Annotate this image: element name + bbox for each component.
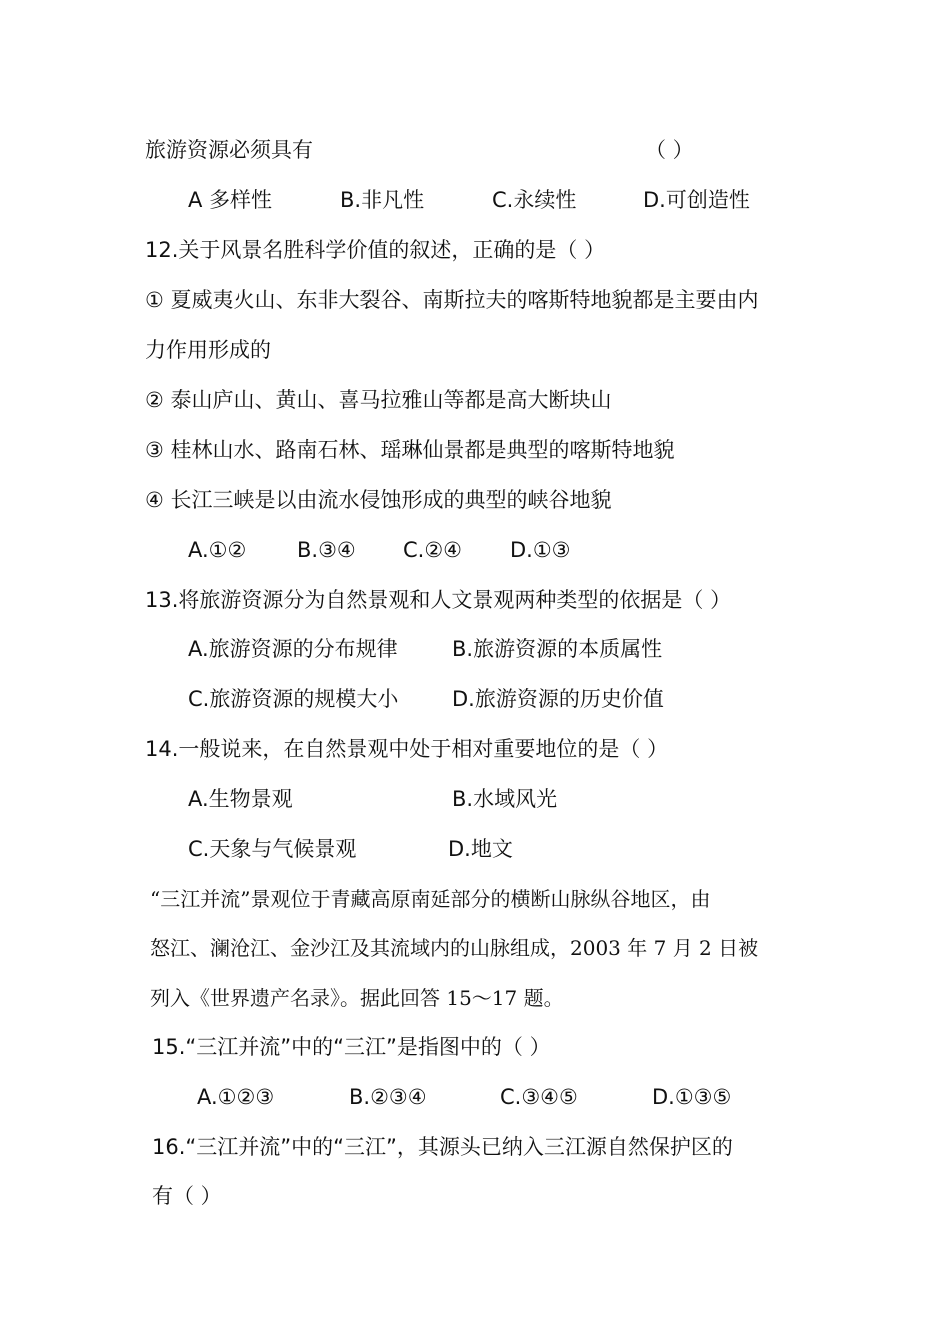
q12-option-d: D.①③ bbox=[510, 538, 571, 562]
q12-stem: 12.关于风景名胜科学价值的叙述，正确的是（ ） bbox=[145, 238, 606, 262]
q11-option-a: A 多样性 bbox=[188, 188, 273, 212]
q12-item-4: ④ 长江三峡是以由流水侵蚀形成的典型的峡谷地貌 bbox=[145, 488, 612, 512]
q12-item-1: ① 夏威夷火山、东非大裂谷、南斯拉夫的喀斯特地貌都是主要由内 bbox=[145, 288, 759, 312]
q14-option-c: C.天象与气候景观 bbox=[188, 837, 357, 861]
q14-stem: 14.一般说来，在自然景观中处于相对重要地位的是（ ） bbox=[145, 737, 669, 761]
q11-answer-paren: （ ） bbox=[645, 138, 694, 162]
q16-stem-cont: 有（ ） bbox=[152, 1184, 222, 1208]
q12-option-a: A.①② bbox=[188, 538, 247, 562]
q14-option-a: A.生物景观 bbox=[188, 787, 293, 811]
q12-item-2: ② 泰山庐山、黄山、喜马拉雅山等都是高大断块山 bbox=[145, 388, 612, 412]
q14-option-b: B.水域风光 bbox=[452, 787, 558, 811]
q15-stem: 15.“三江并流”中的“三江”是指图中的（ ） bbox=[152, 1035, 551, 1059]
q14-option-d: D.地文 bbox=[448, 837, 513, 861]
q12-item-1-cont: 力作用形成的 bbox=[145, 338, 271, 362]
q11-option-c: C.永续性 bbox=[492, 188, 577, 212]
q16-stem: 16.“三江并流”中的“三江”，其源头已纳入三江源自然保护区的 bbox=[152, 1135, 733, 1159]
q12-option-b: B.③④ bbox=[297, 538, 356, 562]
q15-option-b: B.②③④ bbox=[349, 1085, 427, 1109]
q13-option-a: A.旅游资源的分布规律 bbox=[188, 637, 398, 661]
q13-option-b: B.旅游资源的本质属性 bbox=[452, 637, 663, 661]
q15-option-d: D.①③⑤ bbox=[652, 1085, 732, 1109]
q12-option-c: C.②④ bbox=[403, 538, 462, 562]
passage-line-2: 怒江、澜沧江、金沙江及其流域内的山脉组成，2003 年 7 月 2 日被 bbox=[150, 936, 759, 960]
q12-item-3: ③ 桂林山水、路南石林、瑶琳仙景都是典型的喀斯特地貌 bbox=[145, 438, 675, 462]
q13-option-d: D.旅游资源的历史价值 bbox=[452, 687, 664, 711]
q15-option-a: A.①②③ bbox=[197, 1085, 275, 1109]
passage-line-1: “三江并流”景观位于青藏高原南延部分的横断山脉纵谷地区，由 bbox=[150, 887, 711, 911]
q13-option-c: C.旅游资源的规模大小 bbox=[188, 687, 399, 711]
q13-stem: 13.将旅游资源分为自然景观和人文景观两种类型的依据是（ ） bbox=[145, 588, 732, 612]
q15-option-c: C.③④⑤ bbox=[500, 1085, 578, 1109]
q11-stem-tail: 旅游资源必须具有 bbox=[145, 138, 313, 162]
q11-option-d: D.可创造性 bbox=[643, 188, 750, 212]
passage-line-3: 列入《世界遗产名录》。据此回答 15～17 题。 bbox=[150, 986, 564, 1010]
q11-option-b: B.非凡性 bbox=[340, 188, 425, 212]
